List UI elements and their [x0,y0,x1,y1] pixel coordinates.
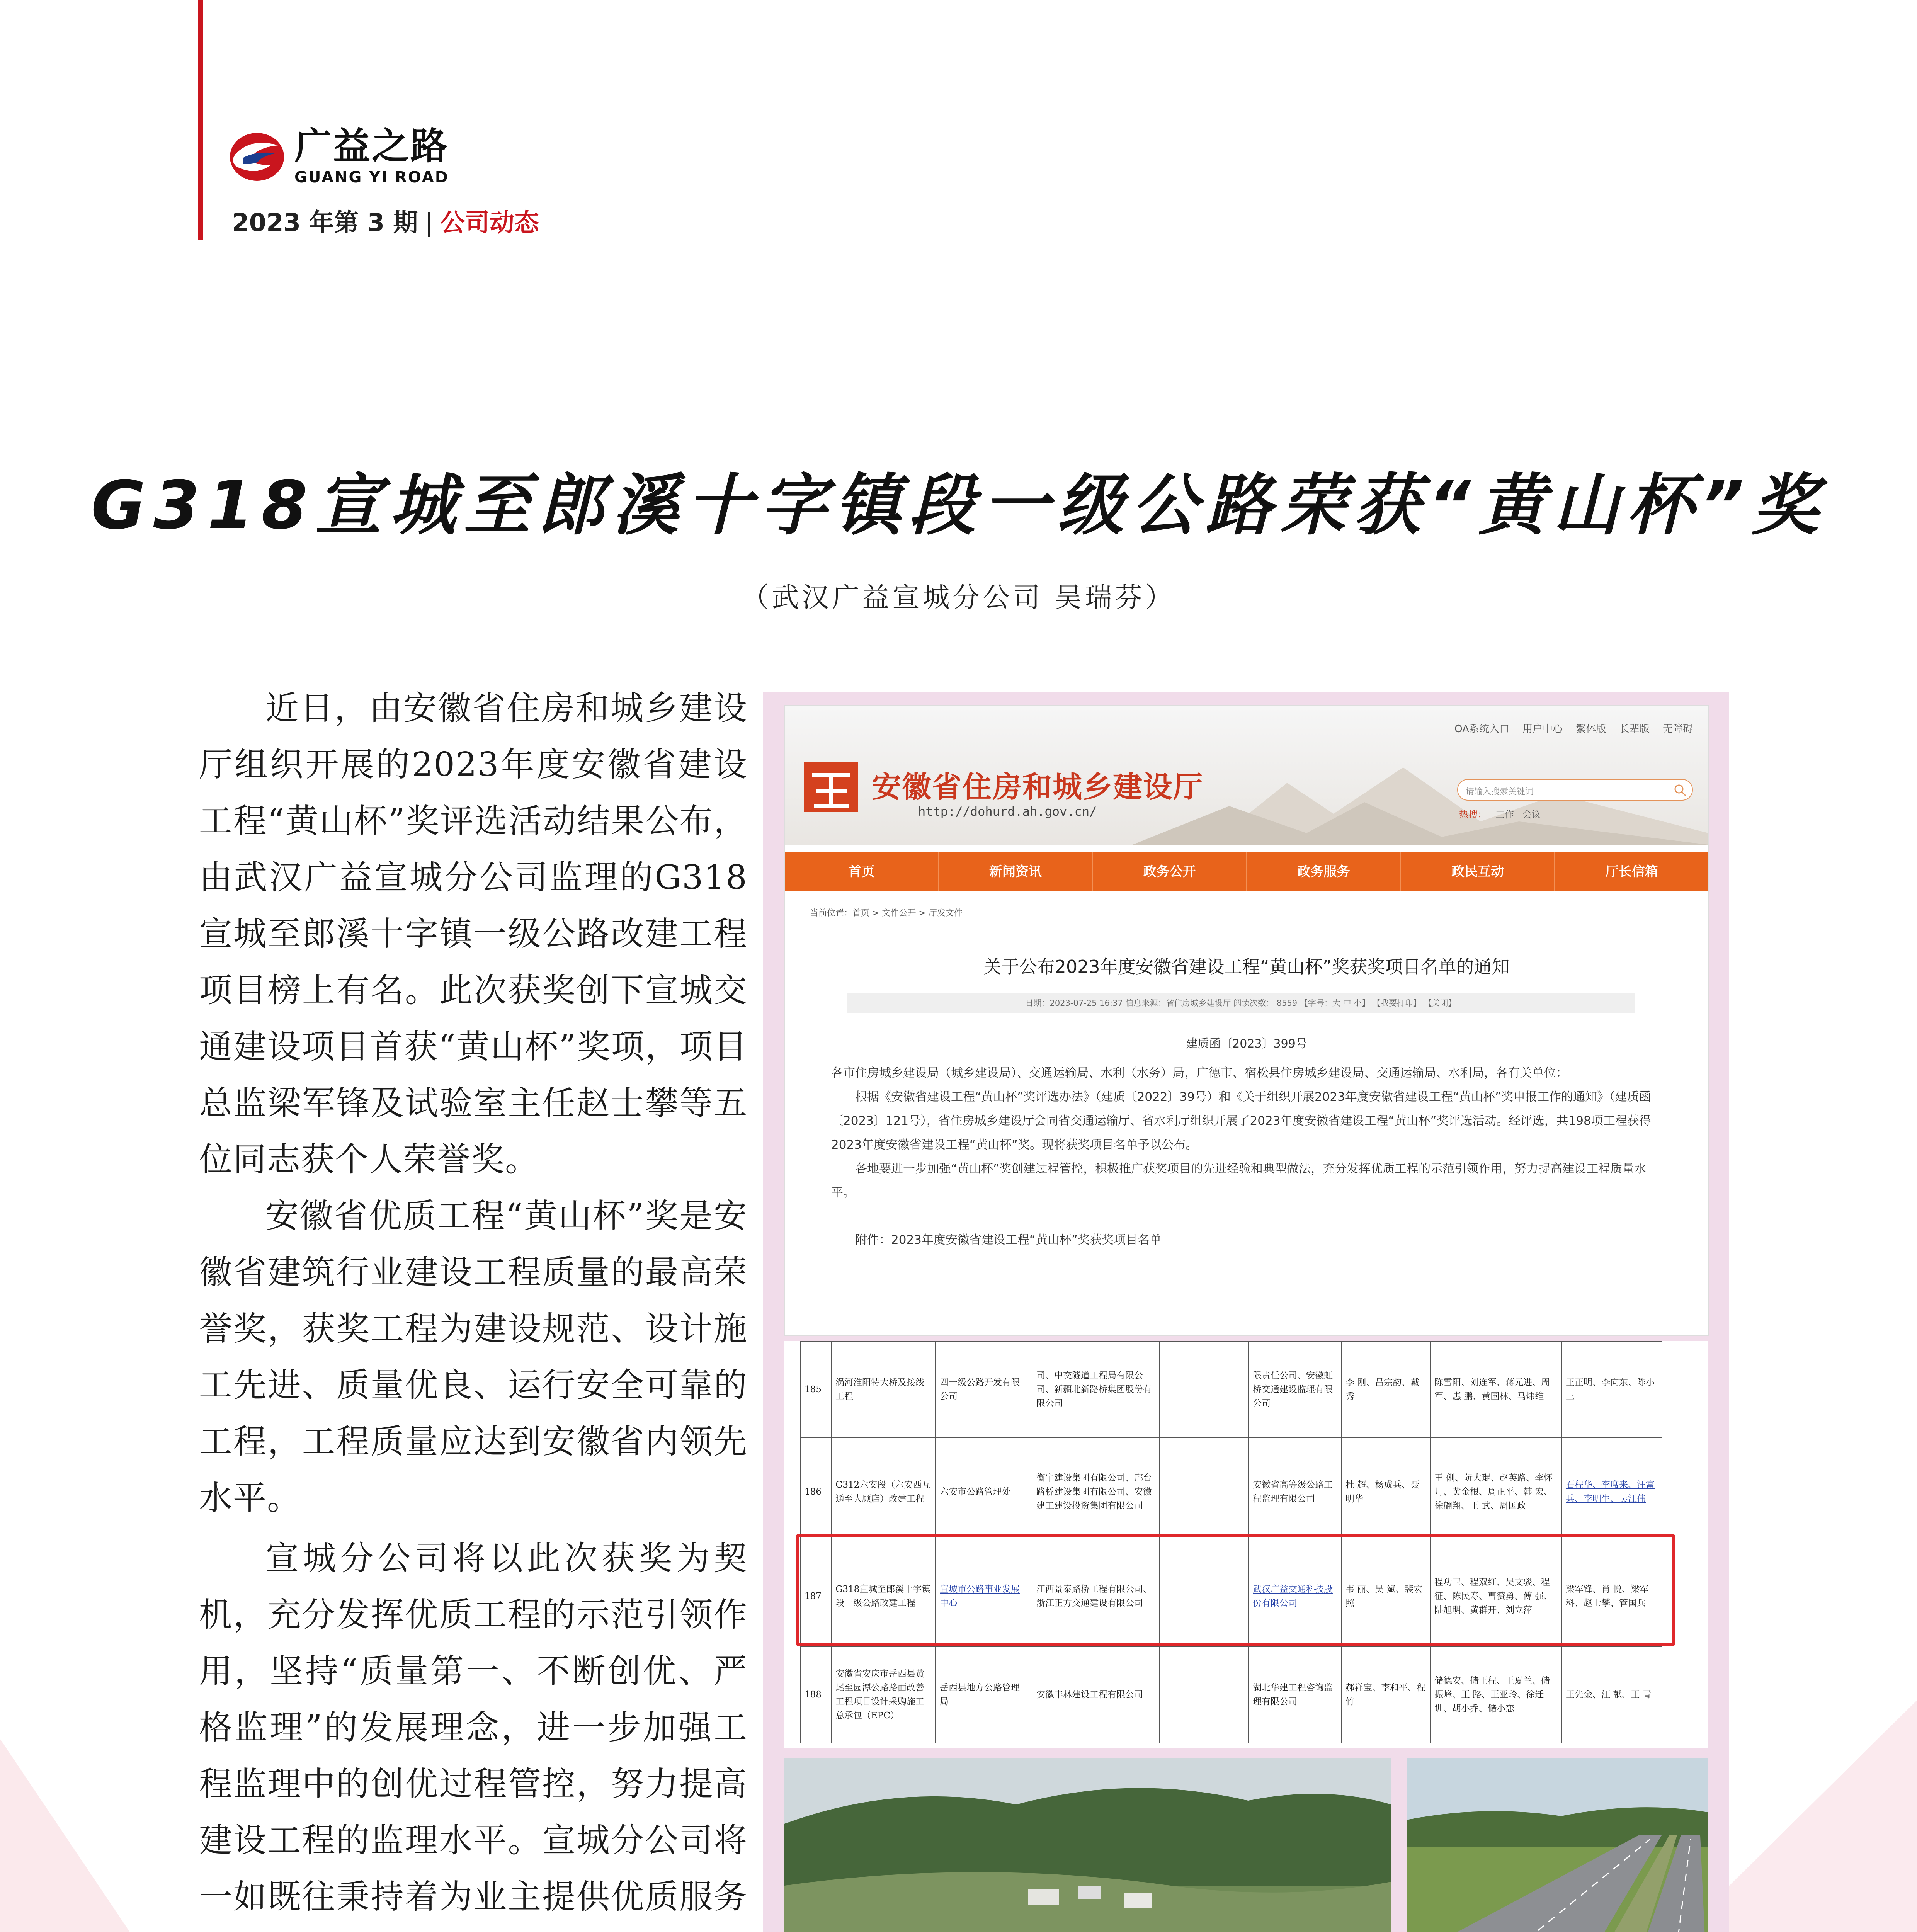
table-cell: 江西景泰路桥工程有限公司、浙江正方交通建设有限公司 [1032,1546,1160,1646]
notice-meta: 日期：2023-07-25 16:37 信息来源：省住房城乡建设厅 阅读次数： 8559 【字号：大 中 小】 【我要打印】 【关闭】 [847,993,1635,1013]
table-cell: 石程华、李席来、汪富兵、李明生、吴江伟 [1561,1438,1662,1546]
table-row [800,1341,1662,1438]
site-header [785,706,1708,845]
dept-url: http://dohurd.ah.gov.cn/ [918,804,1097,819]
top-link-accessibility[interactable]: 无障碍 [1662,723,1693,735]
hot-label: 热搜： [1459,809,1487,820]
header-accent-rule [198,0,203,240]
notice-paragraph: 各地要进一步加强“黄山杯”奖创建过程管控，积极推广获奖项目的先进经验和典型做法，充分发挥优质工程的示范引领作用，努力提高建设工程质量水平。 [831,1162,1647,1200]
issue-number: 2023 年第 3 期 [232,209,418,237]
table-cell: 涡河淮阳特大桥及接线工程 [831,1341,936,1438]
top-link-user-center[interactable]: 用户中心 [1522,723,1563,735]
table-cell: 程功卫、程双红、吴文骏、程 征、陈民寿、曹赞勇、傅 强、陆旭明、黄群开、刘立萍 [1430,1546,1561,1646]
table-cell: 限责任公司、安徽虹桥交通建设监理有限公司 [1249,1341,1341,1438]
hot-item[interactable]: 会议 [1522,809,1541,820]
notice-attachment[interactable]: 附件：2023年度安徽省建设工程“黄山杯”奖获奖项目名单 [855,1233,1162,1247]
nav-home[interactable]: 首页 [785,852,939,891]
body-paragraph: 近日，由安徽省住房和城乡建设厅组织开展的2023年度安徽省建设工程“黄山杯”奖评选活动结果公布，由武汉广益宣城分公司监理的G318宣城至郎溪十字镇一级公路改建工程项目榜上有名。此次获奖创下宣城交通建设项目首获“黄山杯”奖项，项目总监梁军锋及试验室主任赵士攀等五位同志获个人荣誉奖。 [199,689,748,1179]
article-body [199,680,748,1932]
table-row [800,1646,1662,1743]
issue-line [232,203,539,238]
brand-name-en: GUANG YI ROAD [294,168,449,186]
nav-interaction[interactable]: 政民互动 [1401,852,1555,891]
table-cell: 宣城市公路事业发展中心 [936,1546,1032,1646]
dept-emblem-icon [802,760,860,814]
table-cell: 安徽省安庆市岳西县黄尾至园潭公路路面改善工程项目设计采购施工总承包（EPC） [831,1646,936,1743]
table-cell [1160,1646,1249,1743]
breadcrumb: 当前位置：首页 > 文件公开 > 厅发文件 [810,908,963,918]
highlight-box [796,1534,1675,1646]
table-cell: 王先金、汪 献、王 青 [1561,1646,1662,1743]
guang-yi-logo-icon [228,130,286,184]
nav-gov-affairs[interactable]: 政务公开 [1093,852,1247,891]
table-cell: G312六安段（六安西互通至大顾店）改建工程 [831,1438,936,1546]
brand-logo [228,124,449,186]
body-paragraph: 安徽省优质工程“黄山杯”奖是安徽省建筑行业建设工程质量的最高荣誉奖，获奖工程为建设规范、设计施工先进、质量优良、运行安全可靠的工程，工程质量应达到安徽省内领先水平。 [199,1197,748,1517]
table-cell [1160,1438,1249,1546]
issue-separator: | [425,209,434,237]
notice-paragraph: 根据《安徽省建设工程“黄山杯”奖评选办法》（建质〔2022〕39号）和《关于组织开展2023年度安徽省建设工程“黄山杯”奖申报工作的通知》（建质函〔2023〕121号），省住房城乡建设厅会同省交通运输厅、省水利厅组织开展了2023年度安徽省建设工程“黄山杯”奖评选活动。经评选，共198项工程获得2023年度安徽省建设工程“黄山杯”奖。现将获奖项目名单予以公布。 [831,1090,1651,1152]
table-cell: 郝祥宝、李和平、程 竹 [1341,1646,1430,1743]
table-cell: 王 俐、阮大琨、赵英路、李怀月、黄金根、周正平、韩 宏、徐翩翔、王 武、周国政 [1430,1438,1561,1546]
site-search-input[interactable] [1457,779,1693,801]
dept-name: 安徽省住房和城乡建设厅 [872,770,1203,804]
body-paragraph: 宣城分公司将以此次获奖为契机，充分发挥优质工程的示范引领作用，坚持“质量第一、不断创优、严格监理”的发展理念，进一步加强工程监理中的创优过程管控，努力提高建设工程的监理水平。宣城分公司将一如既往秉持着为业主提供优质服务 [199,1539,748,1916]
site-nav [785,852,1708,891]
table-cell: 188 [800,1646,831,1743]
search-placeholder: 请输入搜索关键词 [1466,787,1534,797]
table-cell: 储德安、储王程、王夏兰、储振峰、王 路、王亚玲、徐迁训、胡小乔、储小恋 [1430,1646,1561,1743]
table-cell: 衡宇建设集团有限公司、邢台路桥建设集团有限公司、安徽建工建设投资集团有限公司 [1032,1438,1160,1546]
article-byline: （武汉广益宣城分公司 吴瑞芬） [742,582,1175,613]
table-cell: 陈雪阳、刘连军、蒋元进、周 军、惠 鹏、黄国林、马炜维 [1430,1341,1561,1438]
nav-gov-services[interactable]: 政务服务 [1247,852,1401,891]
table-cell: G318宣城至郎溪十字镇段一级公路改建工程 [831,1546,936,1646]
table-cell: 四一级公路开发有限公司 [936,1341,1032,1438]
nav-mailbox[interactable]: 厅长信箱 [1605,864,1658,879]
table-cell: 湖北华建工程咨询监理有限公司 [1249,1646,1341,1743]
table-cell: 武汉广益交通科技股份有限公司 [1249,1546,1341,1646]
notice-body [831,1061,1666,1252]
road-aerial-photo [784,1758,1391,1932]
brand-name-cn: 广益之路 [294,124,449,168]
search-icon[interactable] [1674,784,1687,797]
table-cell: 安徽丰林建设工程有限公司 [1032,1646,1160,1743]
table-cell: 王正明、李向东、陈小三 [1561,1341,1662,1438]
top-link-traditional[interactable]: 繁体版 [1576,723,1606,735]
table-cell: 韦 丽、吴 斌、裴宏照 [1341,1546,1430,1646]
hot-item[interactable]: 工作 [1495,809,1514,820]
hot-search [1459,807,1550,820]
notice-doc-number: 建质函〔2023〕399号 [1186,1037,1307,1051]
figure-panel [763,692,1729,1932]
table-cell: 185 [800,1341,831,1438]
article-title: G318宣城至郎溪十字镇段一级公路荣获“黄山杯”奖 [91,466,1826,544]
table-cell: 187 [800,1546,831,1646]
table-cell: 司、中交隧道工程局有限公司、新疆北新路桥集团股份有限公司 [1032,1341,1160,1438]
nav-news[interactable]: 新闻资讯 [939,852,1093,891]
website-screenshot [784,705,1709,1336]
table-cell: 杜 超、杨成兵、聂明华 [1341,1438,1430,1546]
notice-title: 关于公布2023年度安徽省建设工程“黄山杯”奖获奖项目名单的通知 [983,956,1510,977]
table-row [800,1438,1662,1546]
table-cell: 梁军锋、肖 悦、梁军科、赵士攀、管国兵 [1561,1546,1662,1646]
notice-paragraph: 各市住房城乡建设局（城乡建设局）、交通运输局、水利（水务）局，广德市、宿松县住房城乡建设局、交通运输局、水利局，各有关单位： [831,1066,1568,1080]
site-top-links [1444,721,1693,735]
table-cell: 岳西县地方公路管理局 [936,1646,1032,1743]
table-cell [1160,1341,1249,1438]
top-link-elder[interactable]: 长辈版 [1619,723,1650,735]
table-cell: 李 刚、吕宗韵、戴 秀 [1341,1341,1430,1438]
table-cell: 安徽省高等级公路工程监理有限公司 [1249,1438,1341,1546]
table-cell: 186 [800,1438,831,1546]
highway-photo [1407,1758,1708,1932]
award-table-screenshot [784,1341,1708,1748]
top-link-oa[interactable]: OA系统入口 [1454,723,1509,735]
section-name: 公司动态 [440,209,539,237]
table-cell: 六安市公路管理处 [936,1438,1032,1546]
